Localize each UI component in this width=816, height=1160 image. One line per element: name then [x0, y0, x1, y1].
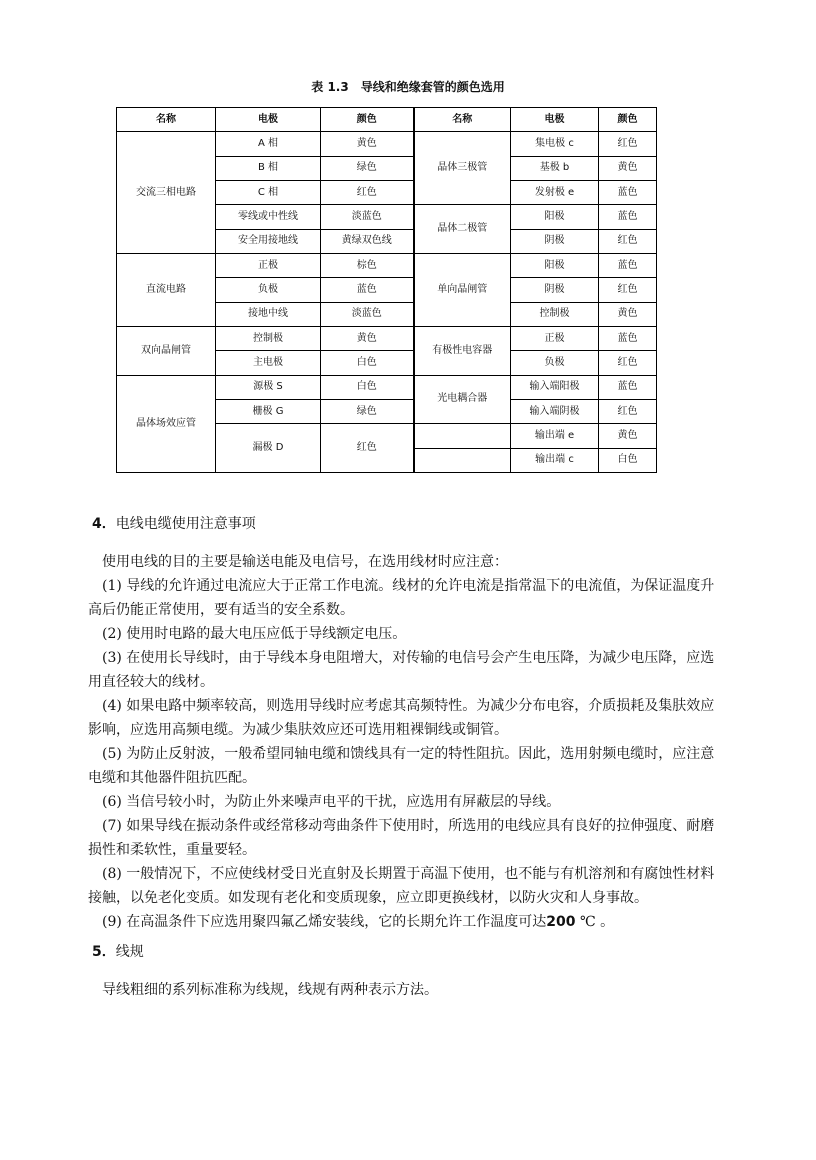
table-cell: 黄色 [321, 132, 414, 156]
table-cell: 输出端 c [511, 448, 599, 472]
table-row [117, 253, 657, 277]
list-item: (1) 导线的允许通过电流应大于正常工作电流。线材的允许电流是指常温下的电流值，为保证温度升高后仍能正常使用，要有适当的安全系数。 [88, 578, 715, 618]
table-cell: 负极 [511, 351, 599, 375]
table-cell: 蓝色 [321, 278, 414, 302]
section-heading [88, 512, 728, 536]
table-cell: 漏极 D [216, 424, 321, 473]
table-cell: 阴极 [511, 229, 599, 253]
table-cell: 黄绿双色线 [321, 229, 414, 253]
table-cell: 负极 [216, 278, 321, 302]
section-number: 5． [92, 944, 116, 960]
table-cell: 发射极 e [511, 180, 599, 204]
table-cell: 棕色 [321, 253, 414, 277]
table-row [117, 132, 657, 156]
table-cell: 淡蓝色 [321, 205, 414, 229]
table-cell: 控制极 [511, 302, 599, 326]
table-cell: 绿色 [321, 156, 414, 180]
table-cell: 淡蓝色 [321, 302, 414, 326]
table-cell: 红色 [321, 424, 414, 473]
table-cell: 红色 [599, 351, 657, 375]
table-cell: 控制极 [216, 326, 321, 350]
section-title: 线规 [115, 944, 144, 960]
table-cell: 红色 [599, 132, 657, 156]
table-cell: 接地中线 [216, 302, 321, 326]
section-heading [88, 940, 728, 964]
empty-cell [414, 448, 511, 472]
table-cell: 蓝色 [599, 253, 657, 277]
table-cell: 栅极 G [216, 399, 321, 423]
list-item: (8) 一般情况下，不应使线材受日光直射及长期置于高温下使用，也不能与有机溶剂和有腐蚀性材料接触，以免老化变质。如发现有老化和变质现象，应立即更换线材，以防火灾和人身事故。 [88, 866, 715, 906]
section-number: 4． [92, 516, 116, 532]
table-cell: 黄色 [599, 424, 657, 448]
list-item [88, 910, 728, 934]
table-row [117, 326, 657, 350]
section-title: 电线电缆使用注意事项 [115, 516, 256, 532]
header-electrode: 电极 [511, 108, 599, 132]
table-cell: 蓝色 [599, 205, 657, 229]
table-cell: 蓝色 [599, 375, 657, 399]
table-cell: 正极 [511, 326, 599, 350]
table-cell: 红色 [599, 229, 657, 253]
header-color: 颜色 [321, 108, 414, 132]
table-row [117, 375, 657, 399]
group-cell: 直流电路 [117, 253, 216, 326]
paragraph: 使用电线的目的主要是输送电能及电信号，在选用线材时应注意： [102, 554, 508, 570]
table-cell: 零线或中性线 [216, 205, 321, 229]
table-cell: 红色 [599, 399, 657, 423]
temperature-value: 200 [546, 914, 576, 930]
group-cell: 光电耦合器 [414, 375, 511, 424]
group-cell: 有极性电容器 [414, 326, 511, 375]
body-text [88, 512, 728, 1002]
table-cell: 基极 b [511, 156, 599, 180]
header-name: 名称 [117, 108, 216, 132]
table-cell: 主电极 [216, 351, 321, 375]
table-cell: 绿色 [321, 399, 414, 423]
list-item: (3) 在使用长导线时，由于导线本身电阻增大，对传输的电信号会产生电压降，为减少电压降，应选用直径较大的线材。 [88, 650, 715, 690]
table-cell: 源极 S [216, 375, 321, 399]
table-cell: 白色 [321, 351, 414, 375]
table-cell: 白色 [599, 448, 657, 472]
table-cell: 白色 [321, 375, 414, 399]
table-cell: 黄色 [599, 156, 657, 180]
table-cell: 蓝色 [599, 326, 657, 350]
table-cell: 正极 [216, 253, 321, 277]
list-item: (7) 如果导线在振动条件或经常移动弯曲条件下使用时，所选用的电线应具有良好的拉伸强度、耐磨损性和柔软性，重量要轻。 [88, 818, 715, 858]
item-text: (9) 在高温条件下应选用聚四氟乙烯安装线，它的长期允许工作温度可达 [102, 914, 547, 930]
table-cell: 安全用接地线 [216, 229, 321, 253]
empty-cell [414, 424, 511, 448]
table-cell: 集电极 c [511, 132, 599, 156]
table-cell: 黄色 [599, 302, 657, 326]
temperature-unit: ℃ 。 [575, 914, 615, 930]
header-electrode: 电极 [216, 108, 321, 132]
table-cell: 黄色 [321, 326, 414, 350]
header-name: 名称 [414, 108, 511, 132]
list-item: (2) 使用时电路的最大电压应低于导线额定电压。 [102, 626, 407, 642]
table-cell: 蓝色 [599, 180, 657, 204]
table-cell: 阴极 [511, 278, 599, 302]
group-cell: 晶体三极管 [414, 132, 511, 205]
group-cell: 双向晶闸管 [117, 326, 216, 375]
table-cell: C 相 [216, 180, 321, 204]
table-cell: 红色 [599, 278, 657, 302]
table-cell: 输出端 e [511, 424, 599, 448]
group-cell: 单向晶闸管 [414, 253, 511, 326]
color-table [116, 107, 656, 473]
table-cell: 输入端阳极 [511, 375, 599, 399]
list-item: (6) 当信号较小时，为防止外来噪声电平的干扰，应选用有屏蔽层的导线。 [102, 794, 561, 810]
table-cell: 输入端阴极 [511, 399, 599, 423]
group-cell: 交流三相电路 [117, 132, 216, 254]
list-item: (4) 如果电路中频率较高，则选用导线时应考虑其高频特性。为减少分布电容，介质损耗及集肤效应影响，应选用高频电缆。为减少集肤效应还可选用粗裸铜线或铜管。 [88, 698, 715, 738]
group-cell: 晶体场效应管 [117, 375, 216, 472]
paragraph: 导线粗细的系列标准称为线规，线规有两种表示方法。 [102, 982, 438, 998]
table-caption: 表 1.3 导线和绝缘套管的颜色选用 [311, 80, 505, 94]
list-item: (5) 为防止反射波，一般希望同轴电缆和馈线具有一定的特性阻抗。因此，选用射频电缆时，应注意电缆和其他器件阻抗匹配。 [88, 746, 715, 786]
table-cell: 红色 [321, 180, 414, 204]
group-cell: 晶体二极管 [414, 205, 511, 254]
table-cell: 阳极 [511, 253, 599, 277]
header-color: 颜色 [599, 108, 657, 132]
table-header-row [117, 108, 657, 132]
table-cell: A 相 [216, 132, 321, 156]
table-cell: 阳极 [511, 205, 599, 229]
table-cell: B 相 [216, 156, 321, 180]
